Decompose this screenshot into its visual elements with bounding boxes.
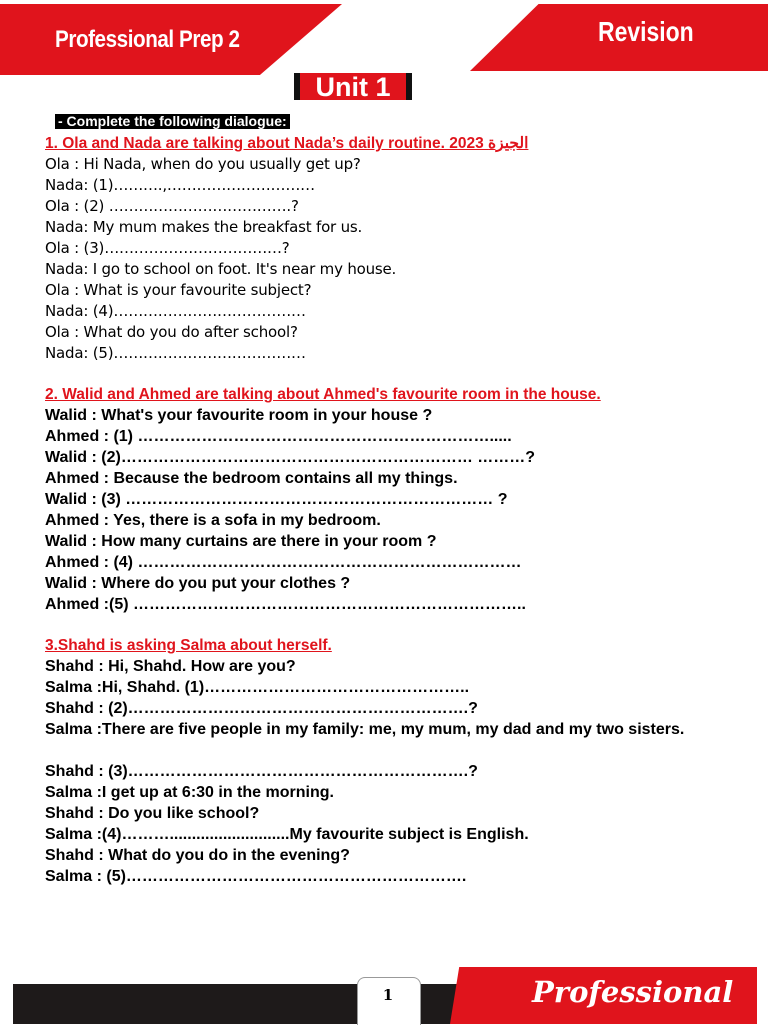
instruction-text: - Complete the following dialogue:: [55, 114, 290, 129]
dialogue-line: Salma :(4)………...........................My favourite subject is English.: [45, 826, 529, 843]
dialogue-line: Ola : (2) ……………………………….?: [45, 197, 299, 215]
dialogue-line: Shahd : What do you do in the evening?: [45, 847, 350, 864]
dialogue-line: Walid : How many curtains are there in your room ?: [45, 533, 437, 550]
header-right-title: Revision: [598, 16, 694, 47]
section3-heading: 3.Shahd is asking Salma about herself.: [45, 637, 332, 654]
section2-heading: 2. Walid and Ahmed are talking about Ahmed's favourite room in the house.: [45, 386, 601, 403]
dialogue-line: Ahmed : (1) ………………………………………………………….....: [45, 428, 512, 445]
footer-brand-logo: Professional: [532, 975, 734, 1009]
dialogue-line: Shahd : (2)……………………………………………………….?: [45, 700, 478, 717]
dialogue-line: Shahd : (3)……………………………………………………….?: [45, 763, 478, 780]
dialogue-line: Ola : What do you do after school?: [45, 323, 298, 341]
dialogue-line: Shahd : Do you like school?: [45, 805, 260, 822]
dialogue-line: Ahmed : Yes, there is a sofa in my bedroom.: [45, 512, 381, 529]
header-left-title: Professional Prep 2: [55, 26, 240, 53]
dialogue-line: Salma :There are five people in my family: me, my mum, my dad and my two sisters.: [45, 721, 685, 738]
dialogue-line: Ola : What is your favourite subject?: [45, 281, 312, 299]
dialogue-line: Ahmed : Because the bedroom contains all my things.: [45, 470, 458, 487]
dialogue-line: Ahmed :(5) ………………………………………………………………..: [45, 596, 526, 613]
dialogue-line: Nada: (4)…………………………………: [45, 302, 306, 320]
dialogue-line: Nada: My mum makes the breakfast for us.: [45, 218, 363, 236]
dialogue-line: Nada: (1)……….,…………………………: [45, 176, 315, 194]
dialogue-line: Salma :Hi, Shahd. (1)…………………………………………..: [45, 679, 470, 696]
dialogue-line: Salma : (5)……………………………………………………….: [45, 868, 467, 885]
dialogue-line: Ola : Hi Nada, when do you usually get up?: [45, 155, 361, 173]
section1-heading: 1. Ola and Nada are talking about Nada’s daily routine. 2023 الجيزة: [45, 135, 529, 152]
unit-badge-label: Unit 1: [300, 73, 406, 100]
dialogue-line: Walid : What's your favourite room in your house ?: [45, 407, 433, 424]
dialogue-line: Ola : (3)………………………………?: [45, 239, 290, 257]
dialogue-line: Walid : (3) …………………………………………………………… ?: [45, 491, 508, 508]
dialogue-line: Salma :I get up at 6:30 in the morning.: [45, 784, 334, 801]
dialogue-line: Ahmed : (4) ………………………………………………………………: [45, 554, 522, 571]
dialogue-line: Walid : (2)………………………………………………………… ………?: [45, 449, 536, 466]
dialogue-line: Shahd : Hi, Shahd. How are you?: [45, 658, 296, 675]
dialogue-line: Nada: I go to school on foot. It's near my house.: [45, 260, 397, 278]
dialogue-line: Nada: (5)…………………………………: [45, 344, 306, 362]
worksheet-content: [45, 133, 745, 887]
dialogue-line: Walid : Where do you put your clothes ?: [45, 575, 351, 592]
page-number: 1: [382, 986, 394, 1004]
